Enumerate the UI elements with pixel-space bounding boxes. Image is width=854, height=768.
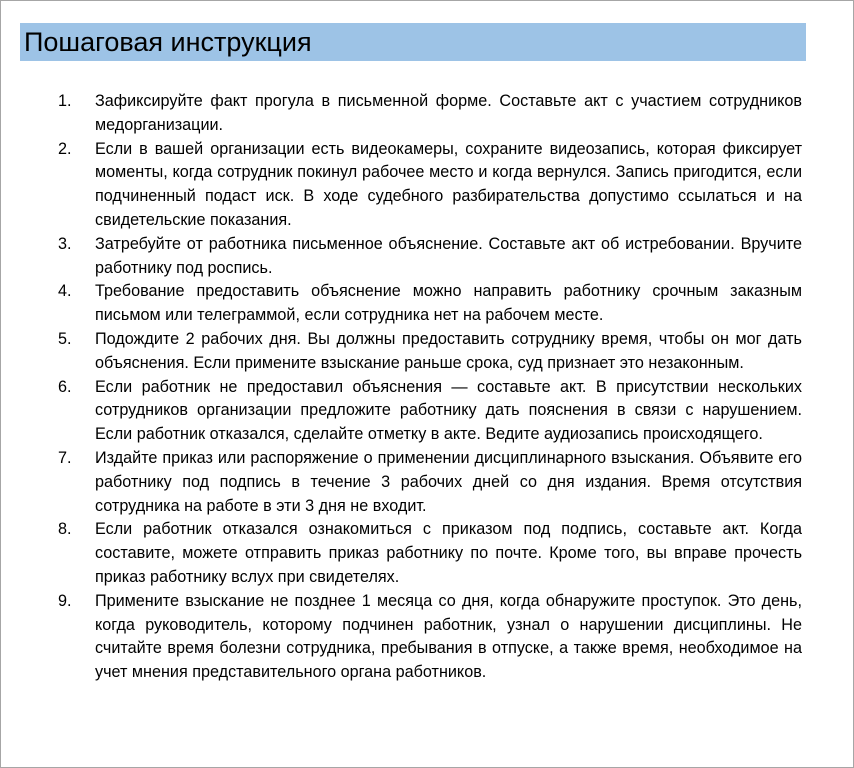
step-number: 8. (58, 520, 72, 539)
step-text: Зафиксируйте факт прогула в письменной форме. Составьте акт с участием сотрудников медорганизации. (95, 92, 802, 134)
step-number: 7. (58, 448, 72, 467)
step-text: Издайте приказ или распоряжение о применении дисциплинарного взыскания. Объявите его работнику под подпись в течение 3 рабочих дней со дня издания. Время отсутствия сотрудника на работе в эти 3 дня не входит. (95, 448, 802, 515)
list-item-step-3 (58, 233, 802, 281)
list-item-step-6 (58, 376, 802, 447)
step-number: 9. (58, 591, 72, 610)
step-text: Примените взыскание не позднее 1 месяца со дня, когда обнаружите проступок. Это день, когда руководитель, которому подчинен работник, узнал о нарушении дисциплины. Не считайте время болезни сотрудника, пребывания в отпуске, а также время, необходимое на учет мнения представительного органа работников. (95, 591, 802, 682)
step-text: Если в вашей организации есть видеокамеры, сохраните видеозапись, которая фиксирует моменты, когда сотрудник покинул рабочее место и когда вернулся. Запись пригодится, если подчиненный подаст иск. В ходе судебного разбирательства допустимо ссылаться и на свидетельские показания. (95, 139, 802, 229)
step-text: Затребуйте от работника письменное объяснение. Составьте акт об истребовании. Вручите работнику под роспись. (95, 234, 802, 277)
list-item-step-9 (58, 590, 802, 685)
step-number: 6. (58, 377, 72, 396)
list-item-step-8 (58, 518, 802, 589)
step-text: Требование предоставить объяснение можно направить работнику срочным заказным письмом или телеграммой, если сотрудника нет на рабочем месте. (95, 282, 802, 325)
list-item-step-7 (58, 447, 802, 518)
title-bar (20, 23, 806, 61)
page-title: Пошаговая инструкция (24, 27, 312, 57)
step-number: 3. (58, 234, 72, 253)
step-number: 2. (58, 139, 72, 158)
step-text: Подождите 2 рабочих дня. Вы должны предоставить сотруднику время, чтобы он мог дать объяснения. Если примените взыскание раньше срока, суд признает это незаконным. (95, 329, 802, 372)
step-number: 5. (58, 329, 72, 348)
list-item-step-4 (58, 280, 802, 328)
list-item-step-1 (58, 90, 802, 138)
instruction-list (58, 90, 802, 685)
step-number: 1. (58, 92, 72, 110)
step-number: 4. (58, 282, 72, 301)
step-text: Если работник отказался ознакомиться с приказом под подпись, составьте акт. Когда составите, можете отправить приказ работнику по почте. Кроме того, вы вправе прочесть приказ работнику вслух при свидетелях. (95, 520, 802, 586)
list-item-step-5 (58, 328, 802, 376)
step-text: Если работник не предоставил объяснения — составьте акт. В присутствии нескольких сотрудников организации предложите работнику дать пояснения в связи с нарушением. Если работник отказался, сделайте отметку в акте. Ведите аудиозапись происходящего. (95, 377, 802, 444)
list-item-step-2 (58, 138, 802, 233)
